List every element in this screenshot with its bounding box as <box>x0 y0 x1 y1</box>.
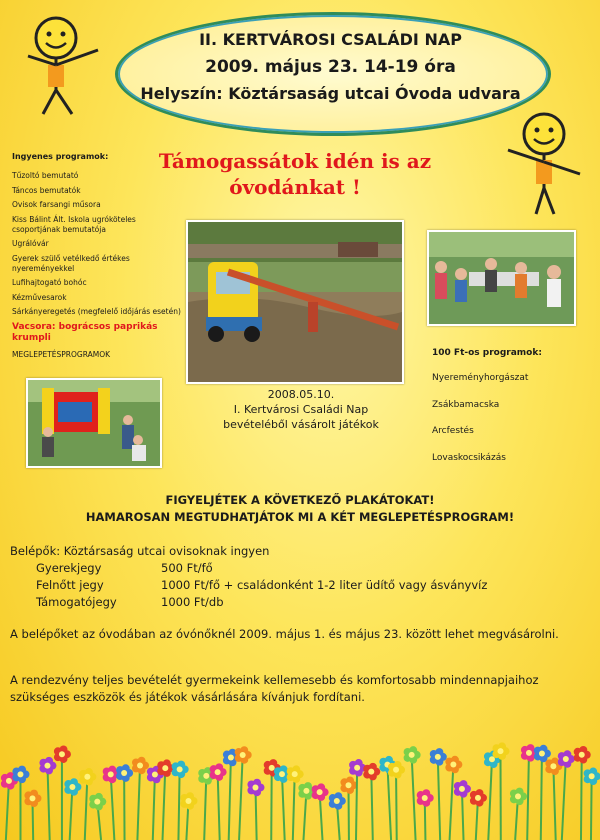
dinner-note: Vacsora: bográcsos paprikás krumpli <box>12 322 158 343</box>
list-item: Arcfestés <box>432 426 474 436</box>
announcement-line: HAMAROSAN MEGTUDHATJÁTOK MI A KÉT MEGLEPETÉSPROGRAM! <box>85 510 515 524</box>
list-item: Ovisok farsangi műsora <box>12 200 101 209</box>
ticket-price: 1000 Ft/fő + családonként 1-2 liter üdítő vagy ásványvíz <box>161 578 488 592</box>
ticket-prices <box>10 543 600 611</box>
caption-line: bevételéből vásárolt játékok <box>223 418 379 431</box>
event-title: II. KERTVÁROSI CSALÁDI NAP <box>199 30 462 49</box>
tickets-intro: Belépők: Köztársaság utcai ovisoknak ingyen <box>10 544 270 558</box>
list-item: Kiss Bálint Ált. Iskola ugróköteles csoportjának bemutatója <box>12 214 136 234</box>
event-date: 2009. május 23. 14-19 óra <box>205 57 456 77</box>
list-item: Ugrálóvár <box>12 239 49 248</box>
ticket-label: Gyerekjegy <box>36 561 102 575</box>
ticket-row <box>10 560 600 577</box>
children-activity-photo <box>427 230 576 326</box>
slogan-line: óvodánkat ! <box>229 175 361 199</box>
announcement <box>0 492 600 526</box>
ticket-row <box>10 577 600 594</box>
list-item: Nyereményhorgászat <box>432 373 529 383</box>
ticket-price: 1000 Ft/db <box>161 595 224 609</box>
list-item: Táncos bemutatók <box>12 185 81 195</box>
list-item: Lovaskocsikázás <box>432 452 506 463</box>
list-item: Sárkányeregetés (megfelelő időjárás esetén) <box>12 307 181 316</box>
free-programs-heading: Ingyenes programok: <box>12 152 109 161</box>
slogan-line: Támogassátok idén is az <box>158 149 432 173</box>
ticket-label: Támogatójegy <box>36 595 117 609</box>
ticket-price: 500 Ft/fő <box>161 561 213 575</box>
list-item: Tűzoltó bemutató <box>12 171 79 180</box>
stick-figure-illustration <box>8 10 108 120</box>
list-item: Gyerek szülő vetélkedő értékes nyereményekkel <box>12 253 130 273</box>
caption-date: 2008.05.10. <box>267 388 335 401</box>
list-item: Kézművesarok <box>12 292 67 302</box>
ticket-purchase-info: A belépőket az óvodában az óvónőknél 2009. május 1. és május 23. között lehet megvásárolni. <box>10 627 559 641</box>
bouncy-castle-photo <box>26 378 162 468</box>
surprise-programs-label: MEGLEPETÉSPROGRAMOK <box>12 350 111 359</box>
ticket-label: Felnőtt jegy <box>36 578 104 592</box>
paid-programs-heading: 100 Ft-os programok: <box>432 348 542 358</box>
free-programs-list <box>12 171 182 322</box>
announcement-line: FIGYELJÉTEK A KÖVETKEZŐ PLAKÁTOKAT! <box>165 493 435 507</box>
revenue-purpose-info: A rendezvény teljes bevételét gyermekeink kellemesebb és komfortosabb mindennapjaihoz szükséges eszközök és játékok vásárlására kívánjuk fordítani. <box>10 673 539 704</box>
flower-meadow-decoration <box>0 735 600 840</box>
list-item: Lufihajtogató bohóc <box>12 278 87 287</box>
photo-caption <box>186 387 416 432</box>
stick-figure-illustration <box>498 108 588 220</box>
caption-line: I. Kertvárosi Családi Nap <box>233 403 369 416</box>
event-location: Helyszín: Köztársaság utcai Óvoda udvara <box>140 84 521 103</box>
paid-programs-list <box>432 372 528 478</box>
list-item: Zsákbamacska <box>432 399 500 410</box>
ticket-row <box>10 594 600 611</box>
playground-toys-photo <box>186 220 404 384</box>
